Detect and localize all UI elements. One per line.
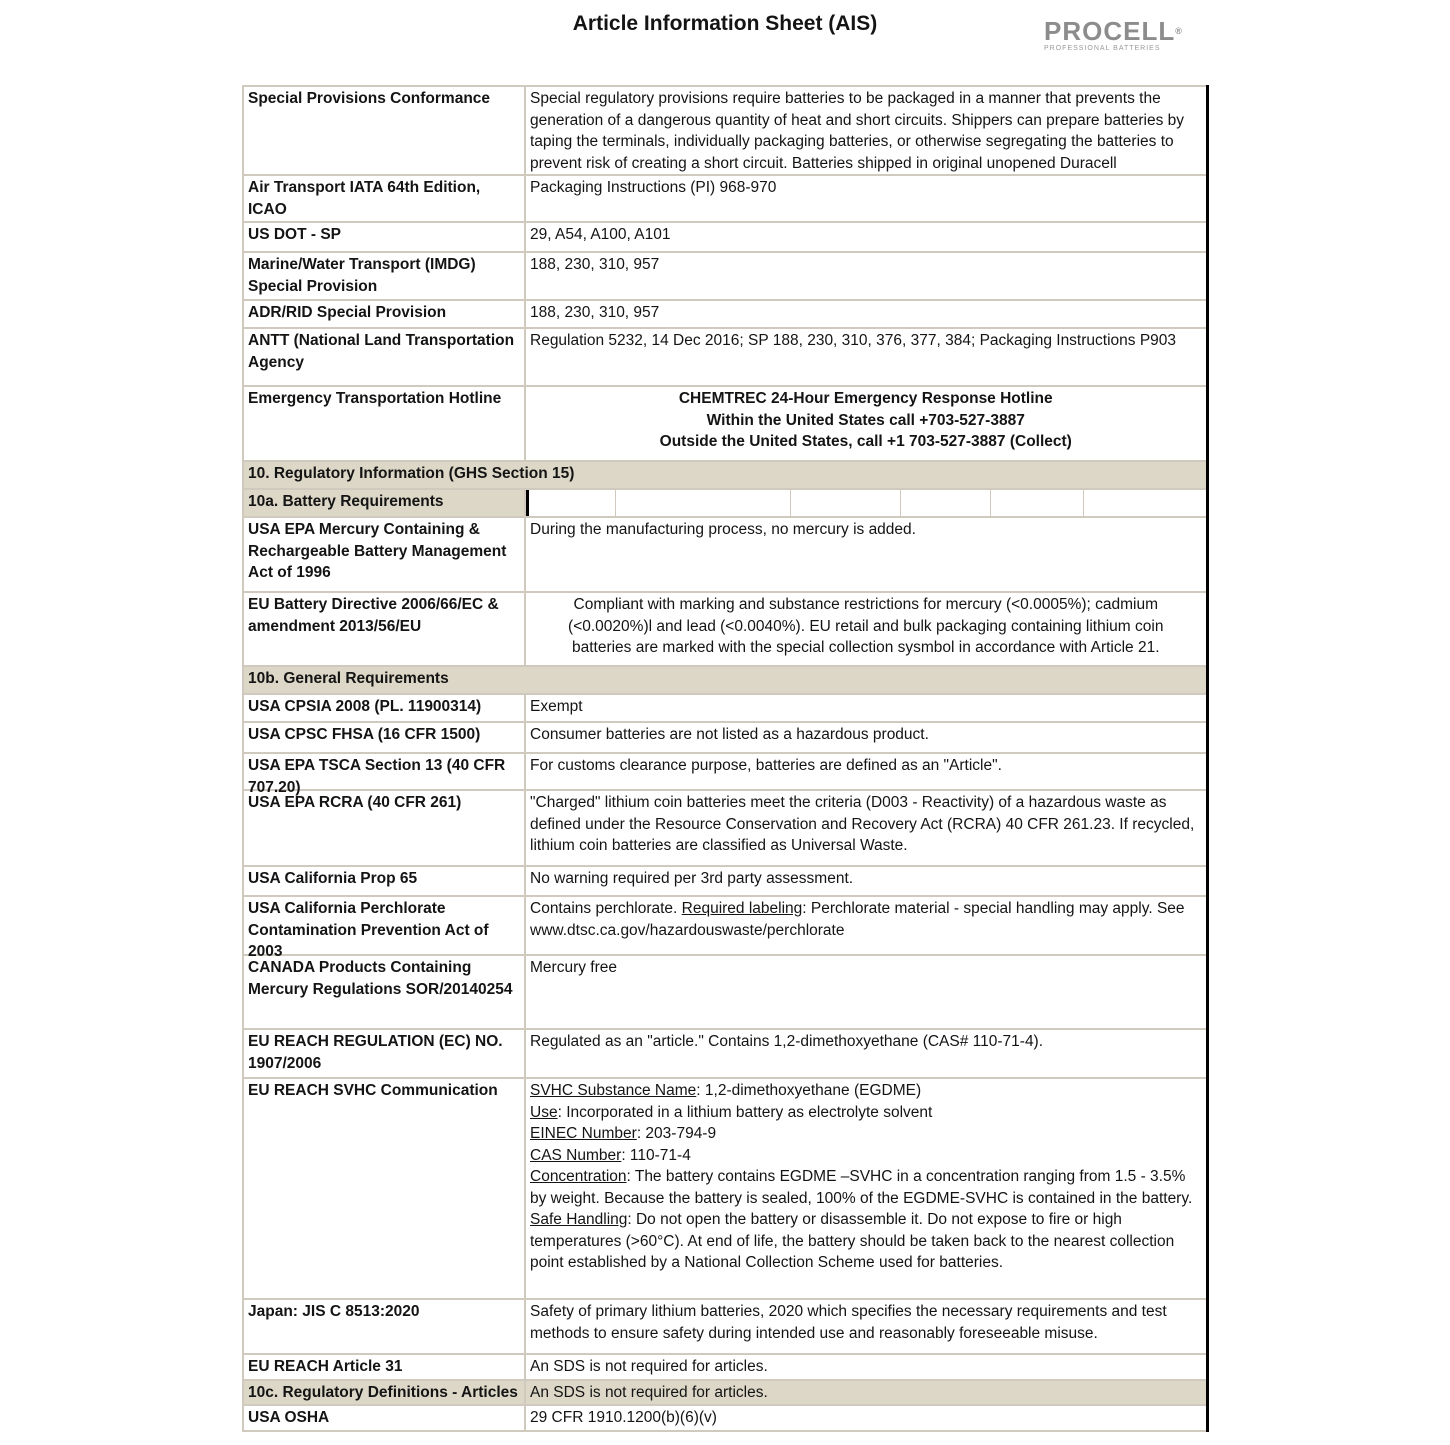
row-label: USA California Prop 65 bbox=[243, 866, 525, 896]
table-row bbox=[243, 328, 1207, 386]
table-row bbox=[243, 1354, 1207, 1380]
row-label: EU Battery Directive 2006/66/EC & amendment 2013/56/EU bbox=[243, 592, 525, 666]
section-header bbox=[243, 489, 1207, 517]
table-row bbox=[243, 1299, 1207, 1354]
row-value: An SDS is not required for articles. bbox=[525, 1354, 1207, 1380]
logo-tagline: PROFESSIONAL BATTERIES bbox=[1044, 45, 1161, 52]
table-row bbox=[243, 955, 1207, 1029]
brand-logo bbox=[1044, 18, 1204, 52]
section-title: 10a. Battery Requirements bbox=[243, 489, 525, 517]
required-labeling: Required labeling bbox=[681, 900, 803, 917]
table-row bbox=[243, 300, 1207, 328]
page-title: Article Information Sheet (AIS) bbox=[572, 12, 878, 35]
row-label: ANTT (National Land Transportation Agency bbox=[243, 328, 525, 386]
row-label: EU REACH SVHC Communication bbox=[243, 1078, 525, 1299]
tsca-label: USA EPA TSCA Section 13 (40 CFR 707.20) bbox=[248, 757, 506, 796]
row-value: Compliant with marking and substance restrictions for mercury (<0.0005%); cadmium (<0.0020%)l and lead (<0.0040%). EU retail and bulk packaging containing lithium coin batteries are marked with the special collection sysmbol in accordance with Article 21. bbox=[525, 592, 1207, 666]
row-value: 29 CFR 1910.1200(b)(6)(v) bbox=[525, 1405, 1207, 1431]
row-value: Packaging Instructions (PI) 968-970 bbox=[525, 175, 1207, 222]
row-label: USA CPSIA 2008 (PL. 11900314) bbox=[243, 694, 525, 722]
row-value: No warning required per 3rd party assessment. bbox=[525, 866, 1207, 896]
row-label: Special Provisions Conformance bbox=[243, 86, 525, 175]
hotline-value bbox=[525, 386, 1207, 461]
section-header bbox=[243, 666, 1207, 694]
row-value: An SDS is not required for articles. bbox=[525, 1380, 1207, 1406]
row-label: US DOT - SP bbox=[243, 222, 525, 252]
row-label: EU REACH REGULATION (EC) NO. 1907/2006 bbox=[243, 1029, 525, 1078]
row-label: Emergency Transportation Hotline bbox=[243, 386, 525, 461]
row-value: Mercury free bbox=[525, 955, 1207, 1029]
table-row bbox=[243, 592, 1207, 666]
table-row bbox=[243, 1405, 1207, 1431]
row-label bbox=[243, 896, 525, 960]
row-value: 29, A54, A100, A101 bbox=[525, 222, 1207, 252]
row-value: Exempt bbox=[525, 694, 1207, 722]
row-label: USA EPA RCRA (40 CFR 261) bbox=[243, 790, 525, 866]
table-row bbox=[243, 222, 1207, 252]
section-title: 10c. Regulatory Definitions - Articles bbox=[243, 1380, 525, 1406]
svhc-item: Safe Handling: Do not open the battery or disassemble it. Do not expose to fire or high temperatures (>60°C). At end of life, the battery should be taken back to the nearest collection point established by a National Collection Scheme used for batteries. bbox=[530, 1211, 1175, 1271]
table-row bbox=[243, 252, 1207, 300]
ais-table bbox=[242, 85, 1209, 1432]
table-row bbox=[243, 386, 1207, 461]
row-value: Regulation 5232, 14 Dec 2016; SP 188, 230, 310, 376, 377, 384; Packaging Instructions P903 bbox=[525, 328, 1207, 386]
row-value: 188, 230, 310, 957 bbox=[525, 300, 1207, 328]
row-value: Safety of primary lithium batteries, 2020 which specifies the necessary requirements and test methods to ensure safety during intended use and reasonably foreseeable misuse. bbox=[525, 1299, 1207, 1354]
table-row bbox=[243, 1029, 1207, 1078]
svhc-item: CAS Number: 110-71-4 bbox=[530, 1146, 691, 1164]
section-title: 10. Regulatory Information (GHS Section 15) bbox=[243, 461, 1207, 489]
table-row bbox=[243, 1078, 1207, 1299]
table-row bbox=[243, 896, 1207, 955]
row-value: For customs clearance purpose, batteries are defined as an "Article". bbox=[525, 753, 1207, 790]
row-value: "Charged" lithium coin batteries meet the criteria (D003 - Reactivity) of a hazardous waste as defined under the Resource Conservation and Recovery Act (RCRA) 40 CFR 261.23. If recycled, lithium coin batteries are classified as Universal Waste. bbox=[525, 790, 1207, 866]
row-label: CANADA Products Containing Mercury Regulations SOR/20140254 bbox=[243, 955, 525, 1029]
row-value: Contains perchlorate. Required labeling: Perchlorate material - special handling may apply. See www.dtsc.ca.gov/hazardouswaste/perchlorate bbox=[525, 896, 1207, 955]
row-value bbox=[525, 86, 1207, 175]
svhc-item: EINEC Number: 203-794-9 bbox=[530, 1125, 717, 1142]
svhc-details bbox=[525, 1078, 1207, 1299]
row-value: 188, 230, 310, 957 bbox=[525, 252, 1207, 300]
section-title: 10b. General Requirements bbox=[243, 666, 1207, 694]
svhc-item: Use: Incorporated in a lithium battery as electrolyte solvent bbox=[530, 1103, 933, 1121]
row-value: Regulated as an "article." Contains 1,2-dimethoxyethane (CAS# 110-71-4). bbox=[525, 1029, 1207, 1078]
row-value: Consumer batteries are not listed as a hazardous product. bbox=[525, 722, 1207, 753]
svhc-item: SVHC Substance Name: 1,2-dimethoxyethane (EGDME) bbox=[530, 1082, 922, 1099]
special-provisions-text: Special regulatory provisions require batteries to be packaged in a manner that prevents the generation of a dangerous quantity of heat and short circuits. Shippers can prepare batteries by taping the terminals, individually packaging batteries, or otherwise segregating the batteries to prevent risk of creating a short circuit. Batteries shipped in original unopened Duracell bbox=[530, 90, 1184, 172]
row-label bbox=[243, 753, 525, 796]
section-header bbox=[243, 1380, 1207, 1406]
row-label: Marine/Water Transport (IMDG) Special Provision bbox=[243, 252, 525, 300]
row-label: Air Transport IATA 64th Edition, ICAO bbox=[243, 175, 525, 222]
row-label: USA CPSC FHSA (16 CFR 1500) bbox=[243, 722, 525, 753]
svhc-item: Concentration: The battery contains EGDME –SVHC in a concentration ranging from 1.5 - 3.5% by weight. Because the battery is sealed, 100% of the EGDME-SVHC is contained in the battery. bbox=[530, 1168, 1193, 1207]
hotline-line: Within the United States call +703-527-3887 bbox=[706, 411, 1025, 429]
row-label: ADR/RID Special Provision bbox=[243, 300, 525, 328]
empty-grid bbox=[525, 489, 1207, 517]
perchlorate-label: USA California Perchlorate Contamination Prevention Act of 2003 bbox=[248, 900, 489, 960]
table-row bbox=[243, 722, 1207, 753]
row-label: EU REACH Article 31 bbox=[243, 1354, 525, 1380]
logo-wordmark: PROCELL® bbox=[1044, 16, 1183, 46]
table-row bbox=[243, 694, 1207, 722]
row-label: USA EPA Mercury Containing & Rechargeable Battery Management Act of 1996 bbox=[243, 517, 525, 592]
table-row bbox=[243, 790, 1207, 866]
table-row bbox=[243, 517, 1207, 592]
hotline-line: Outside the United States, call +1 703-527-3887 (Collect) bbox=[659, 433, 1072, 450]
row-label: USA OSHA bbox=[243, 1405, 525, 1431]
table-row bbox=[243, 175, 1207, 222]
row-label: Japan: JIS C 8513:2020 bbox=[243, 1299, 525, 1354]
table-row bbox=[243, 86, 1207, 175]
row-value: During the manufacturing process, no mercury is added. bbox=[525, 517, 1207, 592]
hotline-line: CHEMTREC 24-Hour Emergency Response Hotline bbox=[678, 390, 1053, 407]
table-row bbox=[243, 753, 1207, 790]
section-header bbox=[243, 461, 1207, 489]
table-row bbox=[243, 866, 1207, 896]
